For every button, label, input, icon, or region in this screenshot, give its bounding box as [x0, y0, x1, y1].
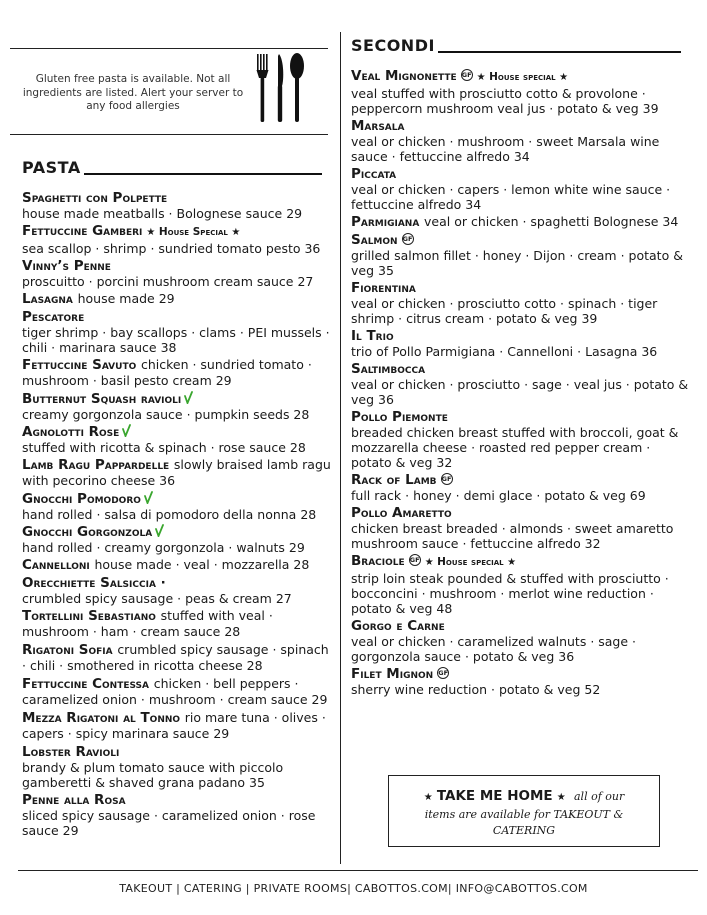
- gluten-free-icon: GF: [441, 475, 452, 483]
- menu-item-description: house made 29: [77, 291, 175, 306]
- cutlery-icon: [254, 52, 308, 124]
- takeout-heading: TAKE ME HOME: [436, 788, 553, 804]
- menu-item-heading: [351, 553, 689, 571]
- menu-item-name: Gnocchi Pomodoro: [22, 491, 141, 507]
- menu-item-description: veal or chicken · spaghetti Bolognese 34: [424, 214, 679, 229]
- menu-item-name: Rack of Lamb: [351, 472, 437, 488]
- title-underline: [84, 173, 322, 175]
- menu-item-heading: [351, 666, 689, 682]
- menu-item-heading: [22, 223, 334, 241]
- menu-item: [22, 744, 334, 790]
- menu-item-description: tiger shrimp · bay scallops · clams · PEI mussels · chili · marinara sauce 38: [22, 325, 330, 355]
- menu-item-name: Lasagna: [22, 291, 73, 307]
- menu-item-name: Gnocchi Gorgonzola: [22, 524, 153, 540]
- menu-item-description: sliced spicy sausage · caramelized onion · rose sauce 29: [22, 808, 316, 838]
- menu-item-name: Filet Mignon: [351, 666, 434, 682]
- badge-label: House Special: [158, 226, 228, 238]
- menu-item-heading: [22, 524, 334, 540]
- menu-item-description: veal or chicken · capers · lemon white wine sauce · fettuccine alfredo 34: [351, 182, 671, 212]
- menu-item: [22, 309, 334, 355]
- star-icon: ★: [503, 557, 517, 568]
- notice-line: ingredients are listed. Alert your server to: [22, 86, 244, 99]
- star-icon: ★: [555, 72, 569, 83]
- menu-item-heading: [351, 232, 689, 248]
- menu-item-name: Lobster Ravioli: [22, 744, 120, 760]
- menu-item-description: creamy gorgonzola sauce · pumpkin seeds 28: [22, 407, 310, 422]
- menu-item: [351, 214, 689, 230]
- menu-item-heading: [22, 676, 334, 708]
- menu-item-heading: [22, 608, 334, 640]
- menu-item-name: Agnolotti Rose: [22, 424, 120, 440]
- menu-item-heading: [351, 214, 689, 230]
- secondi-list: [351, 68, 689, 699]
- menu-item-description: house made meatballs · Bolognese sauce 29: [22, 206, 303, 221]
- star-icon: ★: [424, 557, 438, 568]
- menu-item-description: slowly braised lamb ragu with pecorino cheese 36: [22, 457, 331, 488]
- house-special-badge: [425, 556, 516, 568]
- menu-item: [22, 710, 334, 742]
- menu-item-description: house made · veal · mozzarella 28: [94, 557, 310, 572]
- takeout-line2: items are available for TAKEOUT &: [424, 808, 624, 821]
- menu-item-name: Veal Mignonette: [351, 68, 457, 84]
- menu-item-heading: [351, 328, 689, 344]
- menu-item-description: hand rolled · salsa di pomodoro della nonna 28: [22, 507, 317, 522]
- vegetarian-icon: [155, 524, 164, 537]
- menu-item-description: strip loin steak pounded & stuffed with prosciutto · bocconcini · mushroom · merlot wine reduction · potato & veg 48: [351, 571, 669, 616]
- menu-item-name: Cannelloni: [22, 557, 90, 573]
- menu-item-heading: [351, 618, 689, 634]
- menu-item-name: Fettuccine Savuto: [22, 357, 137, 373]
- menu-item: [351, 328, 689, 359]
- menu-item: [22, 190, 334, 221]
- menu-item-heading: [351, 472, 689, 488]
- menu-item-description: proscuitto · porcini mushroom cream sauce 27: [22, 274, 314, 289]
- menu-item: [22, 391, 334, 422]
- menu-item: [351, 68, 689, 116]
- menu-item: [22, 642, 334, 674]
- menu-item: [351, 666, 689, 697]
- gluten-free-icon: GF: [402, 235, 413, 243]
- menu-item-description: rio mare tuna · olives · capers · spicy marinara sauce 29: [22, 710, 326, 741]
- menu-item-heading: [22, 491, 334, 507]
- menu-item-heading: [22, 710, 334, 742]
- menu-item-name: Spaghetti con Polpette: [22, 190, 168, 206]
- menu-item: [22, 608, 334, 640]
- pasta-section-title: [22, 158, 322, 177]
- menu-item-description: trio of Pollo Parmigiana · Cannelloni · Lasagna 36: [351, 344, 658, 359]
- menu-item-name: Salmon: [351, 232, 398, 248]
- menu-item: [22, 258, 334, 289]
- menu-item-heading: [351, 118, 689, 134]
- menu-item-description: hand rolled · creamy gorgonzola · walnuts 29: [22, 540, 305, 555]
- menu-item: [351, 409, 689, 470]
- menu-item-name: Tortellini Sebastiano: [22, 608, 156, 624]
- footer-links: TAKEOUT | CATERING | PRIVATE ROOMS| CABOTTOS.COM| INFO@CABOTTOS.COM: [119, 882, 588, 895]
- menu-item-description: stuffed with veal · mushroom · ham · cream sauce 28: [22, 608, 273, 639]
- menu-item-name: Fettuccine Contessa: [22, 676, 150, 692]
- menu-item-name: Parmigiana: [351, 214, 420, 230]
- menu-item: [351, 553, 689, 616]
- menu-item-name: Piccata: [351, 166, 397, 182]
- menu-item: [22, 291, 334, 307]
- menu-item-heading: [22, 424, 334, 440]
- menu-item-heading: [351, 68, 689, 86]
- menu-item-description: veal or chicken · caramelized walnuts · sage · gorgonzola sauce · potato & veg 36: [351, 634, 637, 664]
- menu-item-name: Pollo Piemonte: [351, 409, 448, 425]
- menu-item: [351, 361, 689, 407]
- menu-item-description: brandy & plum tomato sauce with piccolo gamberetti & shaved grana padano 35: [22, 760, 284, 790]
- house-special-badge: [146, 226, 240, 238]
- menu-item-heading: [351, 505, 689, 521]
- menu-item-name: Pollo Amaretto: [351, 505, 452, 521]
- menu-item-description: chicken · bell peppers · caramelized onion · mushroom · cream sauce 29: [22, 676, 328, 707]
- footer-rule: [18, 870, 698, 871]
- menu-item-heading: [22, 357, 334, 389]
- takeout-line3: CATERING: [492, 824, 556, 837]
- star-icon: ★: [227, 227, 241, 238]
- menu-item-description: chicken · sundried tomato · mushroom · basil pesto cream 29: [22, 357, 312, 388]
- menu-item-description: chicken breast breaded · almonds · sweet amaretto mushroom sauce · fettuccine alfredo 32: [351, 521, 674, 551]
- notice-line: any food allergies: [86, 100, 180, 112]
- menu-item: [22, 457, 334, 489]
- menu-item: [22, 491, 334, 522]
- menu-item-name: Fettuccine Gamberi: [22, 223, 143, 239]
- menu-item-heading: [351, 409, 689, 425]
- menu-item-description: sea scallop · shrimp · sundried tomato pesto 36: [22, 241, 321, 256]
- allergy-notice: [20, 73, 246, 114]
- pasta-list: [22, 190, 334, 840]
- menu-item-name: Lamb Ragu Pappardelle: [22, 457, 170, 473]
- menu-item-description: sherry wine reduction · potato & veg 52: [351, 682, 601, 697]
- menu-item-name: Fiorentina: [351, 280, 416, 296]
- notice-bottom-rule: [10, 134, 328, 135]
- menu-item-heading: [351, 166, 689, 182]
- menu-item: [351, 232, 689, 278]
- menu-item: [351, 618, 689, 664]
- menu-item-description: veal or chicken · mushroom · sweet Marsala wine sauce · fettuccine alfredo 34: [351, 134, 660, 164]
- menu-item-name: Vinny’s Penne: [22, 258, 111, 274]
- badge-label: House special: [437, 556, 504, 568]
- menu-item-name: Il Trio: [351, 328, 394, 344]
- menu-item-heading: [22, 190, 334, 206]
- menu-item: [22, 357, 334, 389]
- menu-item-name: Gorgo e Carne: [351, 618, 445, 634]
- menu-item-name: Butternut Squash ravioli: [22, 391, 182, 407]
- menu-item: [22, 792, 334, 838]
- menu-item-description: veal stuffed with prosciutto cotto & provolone · peppercorn mushroom veal jus · potato & veg 39: [351, 86, 659, 116]
- secondi-title-text: SECONDI: [351, 36, 435, 55]
- menu-item-heading: [22, 457, 334, 489]
- menu-item-heading: [22, 575, 334, 591]
- gluten-free-icon: GF: [409, 556, 420, 564]
- menu-item-name: Rigatoni Sofia: [22, 642, 113, 658]
- menu-item: [22, 524, 334, 555]
- menu-item-name: Mezza Rigatoni al Tonno: [22, 710, 181, 726]
- menu-item: [351, 166, 689, 212]
- menu-item-description: breaded chicken breast stuffed with broccoli, goat & mozzarella cheese · roasted red pepper cream · potato & veg 32: [351, 425, 679, 470]
- menu-item-name: Saltimbocca: [351, 361, 426, 377]
- menu-item: [351, 472, 689, 503]
- menu-item-description: veal or chicken · prosciutto · sage · veal jus · potato & veg 36: [351, 377, 689, 407]
- menu-item-name: Marsala: [351, 118, 405, 134]
- star-icon: ★: [556, 792, 566, 803]
- house-special-badge: [477, 71, 568, 83]
- star-icon: ★: [146, 227, 159, 238]
- top-left-rule: [10, 48, 328, 49]
- takeout-line1-tail: all of our: [574, 790, 625, 803]
- notice-line: Gluten free pasta is available. Not all: [35, 73, 231, 85]
- menu-item-description: full rack · honey · demi glace · potato & veg 69: [351, 488, 646, 503]
- takeout-box: [388, 775, 660, 847]
- menu-item-name: Orecchiette Salsiccia ·: [22, 575, 166, 591]
- vegetarian-icon: [184, 391, 193, 404]
- gluten-free-icon: GF: [438, 669, 449, 677]
- menu-item: [22, 575, 334, 606]
- star-icon: ★: [423, 792, 433, 803]
- menu-item-name: Penne alla Rosa: [22, 792, 126, 808]
- badge-label: House special: [489, 71, 556, 83]
- menu-item-heading: [22, 391, 334, 407]
- menu-item: [351, 280, 689, 326]
- menu-item-description: stuffed with ricotta & spinach · rose sauce 28: [22, 440, 306, 455]
- menu-item-description: crumbled spicy sausage · peas & cream 27: [22, 591, 292, 606]
- title-underline: [438, 51, 681, 53]
- gluten-free-icon: GF: [461, 71, 472, 79]
- menu-item: [22, 557, 334, 573]
- menu-item-name: Braciole: [351, 553, 405, 569]
- menu-item-name: Pescatore: [22, 309, 85, 325]
- menu-item-heading: [22, 744, 334, 760]
- secondi-section-title: [351, 36, 681, 55]
- menu-item: [351, 118, 689, 164]
- menu-item: [22, 424, 334, 455]
- menu-item-heading: [22, 258, 334, 274]
- menu-item-heading: [351, 361, 689, 377]
- menu-item-heading: [22, 557, 334, 573]
- vegetarian-icon: [144, 491, 153, 504]
- star-icon: ★: [476, 72, 490, 83]
- pasta-title-text: PASTA: [22, 158, 81, 177]
- menu-item-heading: [22, 291, 334, 307]
- menu-item: [351, 505, 689, 551]
- menu-item: [22, 676, 334, 708]
- menu-item-description: crumbled spicy sausage · spinach · chili · smothered in ricotta cheese 28: [22, 642, 329, 673]
- menu-item-heading: [351, 280, 689, 296]
- menu-item-heading: [22, 792, 334, 808]
- menu-item-description: veal or chicken · prosciutto cotto · spinach · tiger shrimp · citrus cream · potato & veg 39: [351, 296, 658, 326]
- vegetarian-icon: [122, 424, 131, 437]
- menu-item-heading: [22, 309, 334, 325]
- column-divider: [340, 32, 341, 864]
- menu-item: [22, 223, 334, 256]
- takeout-heading-line: [389, 788, 659, 804]
- menu-item-description: grilled salmon fillet · honey · Dijon · cream · potato & veg 35: [351, 248, 683, 278]
- menu-item-heading: [22, 642, 334, 674]
